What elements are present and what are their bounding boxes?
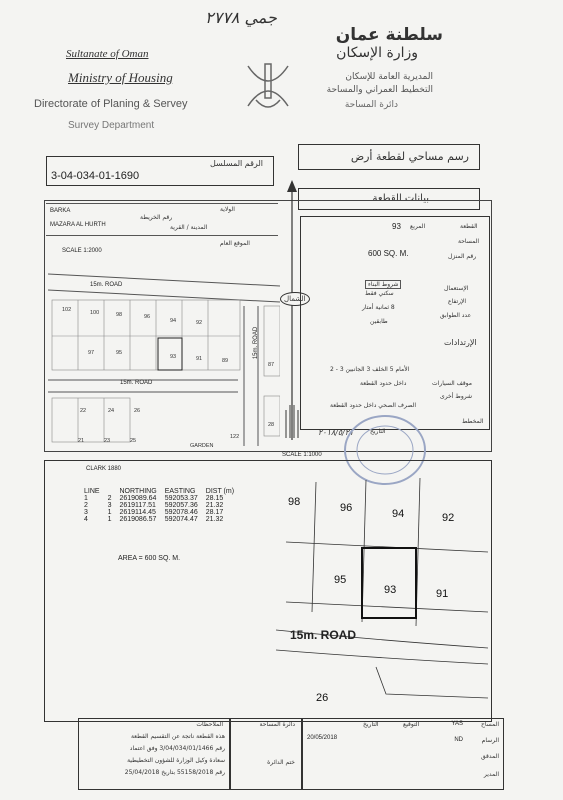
plot-no: 93 (392, 222, 401, 231)
plot-lot: 92 (442, 512, 455, 524)
header-ar-4: التخطيط العمراني والمساحة (326, 85, 433, 95)
road-label: 15m. ROAD (120, 380, 153, 386)
road-label-large: 15m. ROAD (290, 628, 357, 642)
north-arrow-icon (282, 180, 302, 442)
floors-label: عدد الطوابق (440, 312, 472, 319)
seal-box (230, 718, 302, 790)
small-lot: 26 (134, 408, 141, 414)
survey-label: دائرة المساحة (259, 721, 295, 728)
small-lot: 24 (108, 408, 115, 414)
note-line: سعادة وكيل الوزارة للشؤون التخطيطية (127, 757, 225, 764)
wilayat-en: BARKA (50, 208, 71, 214)
parking-label: موقف السيارات (432, 380, 472, 387)
clark-label: CLARK 1880 (86, 466, 122, 472)
drafter-name: ND (454, 737, 463, 743)
height-label: الإرتفاع (448, 298, 467, 305)
header-en-2: Ministry of Housing (68, 70, 173, 85)
small-lot: 92 (196, 320, 203, 326)
notes-title: الملاحظات (196, 721, 223, 728)
other-value: الصرف الصحي داخل حدود القطعة (330, 402, 417, 409)
col-dist: DIST (m) (205, 488, 235, 495)
seal-label: ختم الدائرة (267, 759, 295, 766)
plot-lot-selected: 93 (384, 584, 397, 596)
parking-value: داخل حدود القطعة (360, 380, 407, 387)
block-label: المربع (410, 223, 426, 230)
note-line: رقم 3/04/034/01/1466 وفق اعتماد (129, 745, 225, 752)
signatures-box (302, 718, 504, 790)
small-lot: 97 (88, 350, 95, 356)
usage-value: سكني فقط (365, 290, 394, 297)
small-lot: 96 (144, 314, 151, 320)
small-lot: 95 (116, 350, 123, 356)
setbacks-label: الإرتدادات (444, 338, 477, 347)
title: رسم مساحي لقطعة أرض (350, 150, 469, 163)
road-label: 15m. ROAD (90, 282, 123, 288)
usage-label: الإستعمال (444, 285, 469, 292)
height-value: 8 ثمانية أمتار (362, 304, 395, 311)
small-lot: 25 (130, 438, 137, 444)
header-en-3: Directorate of Planing & Servey (34, 98, 188, 110)
drafter-label: الرسام (481, 737, 499, 744)
other-label: شروط أخرى (440, 393, 473, 400)
header-en-1: Sultanate of Oman (66, 48, 149, 60)
house-no-label: رقم المنزل (448, 253, 477, 260)
small-lot: 22 (80, 408, 87, 414)
note-line: رقم 55158/2018 بتاريخ 25/04/2018 (124, 769, 225, 776)
small-lot: 21 (78, 438, 85, 444)
director-label: المدير (483, 771, 499, 778)
village-ar: المدينة / القرية (170, 224, 208, 231)
col-northing: NORTHING (119, 488, 157, 495)
title-box (298, 144, 480, 170)
setbacks-value: الأمام 5 الخلف 3 الجانبين 3 - 2 (330, 366, 410, 373)
planner-label: المخطط (462, 418, 484, 425)
garden-label: GARDEN (190, 443, 214, 449)
small-lot: 89 (222, 358, 229, 364)
small-lot: 100 (90, 310, 100, 316)
plot-label: القطعة (460, 223, 478, 230)
date-label-f: التاريخ (363, 721, 379, 728)
area-label: المساحة (458, 238, 480, 245)
serial-label: الرقم المسلسل (209, 159, 263, 168)
small-lot: 87 (268, 362, 275, 368)
small-lot: 28 (268, 422, 275, 428)
plot-lot: 91 (436, 588, 449, 600)
plot-lot: 26 (316, 692, 329, 704)
plot-lot: 98 (288, 496, 301, 508)
note-line: هذه القطعة ناتجة عن التقسيم القطعة (130, 733, 225, 740)
map-no-ar: رقم الخريطة (140, 214, 173, 221)
oman-emblem (238, 56, 298, 118)
plot-lot: 94 (392, 508, 405, 520)
header-ar-2: وزارة الإسكان (336, 45, 418, 61)
small-lot: 98 (116, 312, 123, 318)
wilayat-ar: الولاية (220, 206, 235, 213)
small-lot: 93 (170, 354, 177, 360)
area-total: AREA = 600 SQ. M. (118, 555, 181, 562)
divider (46, 235, 278, 236)
scale-large: SCALE 1:1000 (282, 452, 322, 458)
table-row: 3 1 2619114.45 592078.46 28.17 (84, 509, 224, 516)
small-lot: 91 (196, 356, 203, 362)
serial-value: 3-04-034-01-1690 (51, 170, 140, 182)
header-en-4: Survey Department (68, 120, 155, 131)
table-row: 4 1 2619086.57 592074.47 21.32 (84, 516, 224, 523)
coordinates-table (80, 488, 238, 523)
general-location: الموقع العام (220, 240, 250, 247)
notes-box (78, 718, 230, 790)
checker-label: المدقق (481, 753, 499, 760)
signature-label-f: التوقيع (403, 721, 420, 728)
date-drawn: 20/05/2018 (307, 735, 338, 741)
col-line: LINE (84, 488, 100, 495)
small-lot: 102 (62, 307, 72, 313)
header-ar-1: سلطنة عمان (335, 25, 443, 45)
road-label: 15m. ROAD (253, 326, 260, 360)
serial-box (46, 156, 274, 186)
floors-value: طابقين (370, 318, 388, 325)
small-lot: 94 (170, 318, 177, 324)
date-value: ٢٠١٨/٥/٢١ (318, 428, 354, 437)
area-value: 600 SQ. M. (368, 249, 409, 258)
plot-data-title: بيانات القطعة (372, 193, 429, 204)
header-ar-3: المديرية العامة للإسكان (345, 72, 433, 82)
table-row: 2 3 2619117.51 592057.36 21.32 (84, 502, 224, 509)
building-conditions: شروط البناء (365, 280, 401, 289)
plot-lot: 96 (340, 502, 353, 514)
north-label: الشمال (280, 292, 310, 306)
small-lot: 23 (104, 438, 111, 444)
small-lot: 122 (230, 434, 240, 440)
table-row: 1 2 2619089.64 592053.37 28.15 (84, 495, 224, 502)
location-map (48, 256, 280, 446)
surveyor-label: المساح (480, 721, 499, 728)
divider (46, 203, 278, 204)
surveyor-name: YAS (451, 721, 463, 727)
plot-map (276, 462, 488, 718)
scale-small: SCALE 1:2000 (62, 248, 102, 254)
col-easting: EASTING (164, 488, 196, 495)
handwritten-ref: جمي ٢٧٧٨ (205, 8, 277, 27)
date-label: التاريخ (370, 428, 386, 435)
plot-lot: 95 (334, 574, 347, 586)
header-ar-5: دائرة المساحة (344, 100, 398, 110)
village-en: MAZARA AL HURTH (50, 222, 106, 228)
